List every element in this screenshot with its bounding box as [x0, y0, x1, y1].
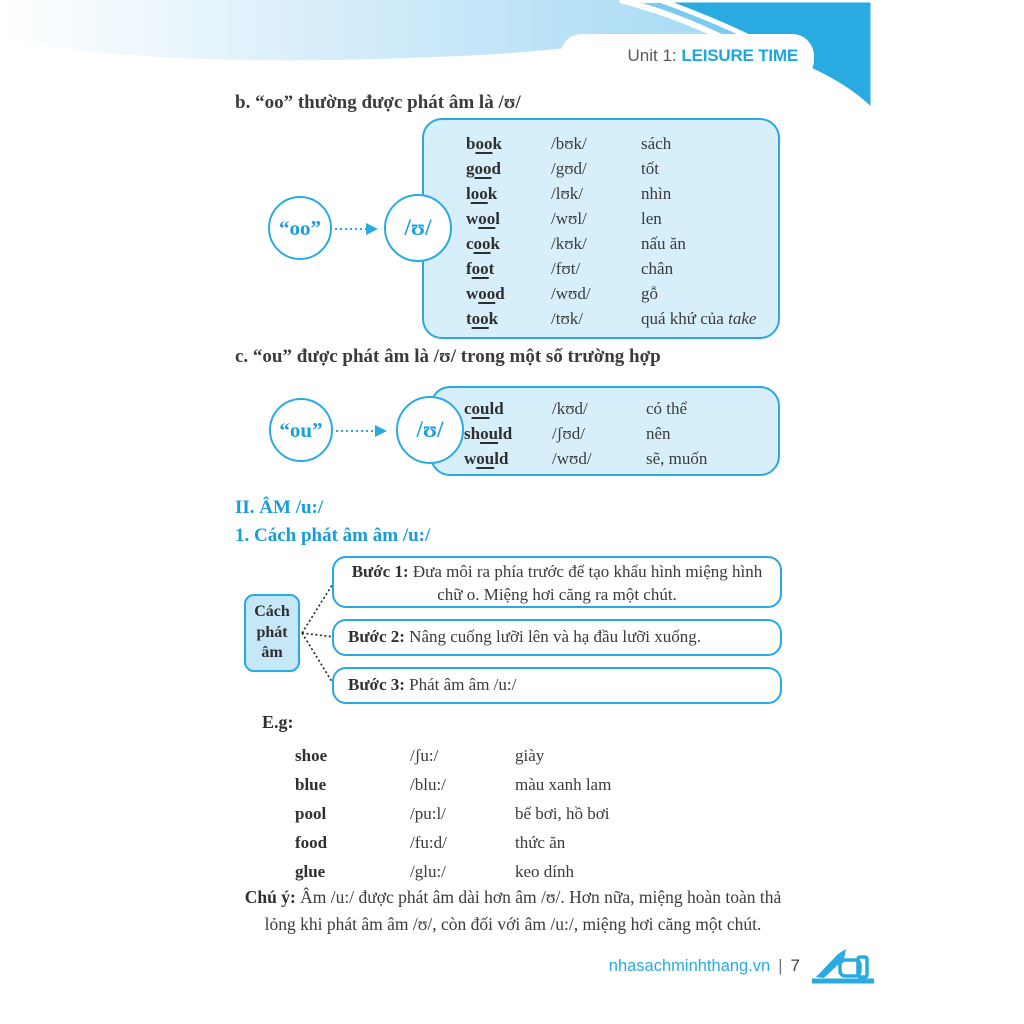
section-2-1-heading: 1. Cách phát âm âm /u:/ — [235, 525, 431, 546]
word: could — [464, 398, 504, 418]
ipa-transcription: /tʊk/ — [551, 308, 583, 328]
word: cook — [466, 233, 501, 253]
word: good — [466, 158, 501, 178]
word-row — [466, 156, 756, 181]
dotted-arrow-icon — [334, 423, 394, 439]
ipa-transcription: /ʃʊd/ — [552, 423, 585, 443]
word-row — [466, 181, 756, 206]
word: would — [464, 448, 509, 468]
vietnamese-meaning: keo dính — [515, 861, 575, 881]
word: glue — [295, 861, 326, 881]
note-label: Chú ý: — [244, 887, 296, 907]
word-row — [464, 446, 707, 471]
vietnamese-meaning: nấu ăn — [641, 233, 686, 253]
unit-title: LEISURE TIME — [681, 46, 798, 65]
word: wool — [466, 208, 501, 228]
step-1-box — [332, 556, 782, 608]
word: blue — [295, 774, 327, 794]
vietnamese-meaning: len — [641, 208, 662, 228]
word-row — [466, 206, 756, 231]
ipa-transcription: /fu:d/ — [410, 832, 447, 852]
grapheme-oo-bubble: “oo” — [268, 196, 332, 260]
ipa-transcription: /wʊd/ — [552, 448, 592, 468]
word-row — [466, 256, 756, 281]
step-2-text: Nâng cuống lưỡi lên và hạ đầu lưỡi xuống. — [404, 627, 701, 646]
ipa-transcription: /gʊd/ — [551, 158, 587, 178]
word: wood — [466, 283, 505, 303]
word: look — [466, 183, 498, 203]
vietnamese-meaning: gỗ — [641, 283, 658, 303]
word: took — [466, 308, 499, 328]
oo-word-list — [466, 131, 756, 331]
ou-word-list — [464, 396, 707, 471]
page-number: 7 — [790, 956, 800, 975]
vietnamese-meaning: sẽ, muốn — [646, 448, 708, 468]
vietnamese-meaning: có thể — [646, 398, 688, 418]
word-row — [295, 828, 611, 857]
ipa-transcription: /ʃu:/ — [410, 745, 439, 765]
word-row — [466, 131, 756, 156]
word-row — [295, 799, 611, 828]
word: book — [466, 133, 502, 153]
dotted-arrow-icon — [333, 221, 385, 237]
footer-separator: | — [778, 956, 783, 975]
vietnamese-meaning: bể bơi, hồ bơi — [515, 803, 610, 823]
writing-hand-icon — [808, 945, 880, 987]
word-row — [464, 421, 707, 446]
word: pool — [295, 803, 327, 823]
vietnamese-meaning: chân — [641, 258, 674, 278]
vietnamese-meaning: thức ăn — [515, 832, 566, 852]
step-1-text: Đưa môi ra phía trước để tạo khẩu hình miệng hình chữ o. Miệng hơi căng ra một chút. — [408, 562, 763, 604]
word: foot — [466, 258, 495, 278]
step-2-box — [332, 619, 782, 656]
footer-website: nhasachminhthang.vn — [608, 956, 771, 975]
word: food — [295, 832, 328, 852]
section-2-heading: II. ÂM /u:/ — [235, 497, 324, 518]
note-text: Âm /u:/ được phát âm dài hơn âm /ʊ/. Hơn nữa, miệng hoàn toàn thả lỏng khi phát âm âm /ʊ/, còn đối với âm /u:/, miệng hơi căng một chút. — [264, 887, 782, 934]
word-row — [464, 396, 707, 421]
ipa-transcription: /wʊd/ — [551, 283, 591, 303]
word-row — [466, 231, 756, 256]
ipa-transcription: /lʊk/ — [551, 183, 583, 203]
word: shoe — [295, 745, 328, 765]
unit-header — [576, 46, 798, 66]
section-b-heading: b. “oo” thường được phát âm là /ʊ/ — [235, 92, 521, 113]
step-1-label: Bước 1: — [351, 562, 409, 581]
word-row — [295, 857, 611, 886]
note — [233, 884, 793, 938]
word-row — [466, 306, 756, 331]
page-footer — [0, 948, 880, 984]
method-box: Cách phát âm — [244, 594, 300, 672]
ipa-transcription: /kʊd/ — [552, 398, 588, 418]
vietnamese-meaning: tốt — [641, 158, 659, 178]
ipa-transcription: /bʊk/ — [551, 133, 587, 153]
step-3-text: Phát âm âm /u:/ — [404, 675, 517, 694]
ipa-transcription: /kʊk/ — [551, 233, 587, 253]
phoneme-u-bubble: /ʊ/ — [396, 396, 464, 464]
vietnamese-meaning: quá khứ của take — [641, 308, 757, 328]
phoneme-u-bubble: /ʊ/ — [384, 194, 452, 262]
step-3-box — [332, 667, 782, 704]
example-label: E.g: — [262, 712, 294, 732]
ipa-transcription: /blu:/ — [410, 774, 446, 794]
ipa-transcription: /pu:l/ — [410, 803, 446, 823]
grapheme-ou-bubble: “ou” — [269, 398, 333, 462]
step-3-label: Bước 3: — [348, 675, 405, 694]
word-row — [295, 770, 611, 799]
ipa-transcription: /wʊl/ — [551, 208, 587, 228]
section-c-heading: c. “ou” được phát âm là /ʊ/ trong một số trường hợp — [235, 346, 661, 367]
word-row — [295, 741, 611, 770]
word: should — [464, 423, 513, 443]
ipa-transcription: /fʊt/ — [551, 258, 581, 278]
vietnamese-meaning: giày — [515, 745, 545, 765]
vietnamese-meaning: nhìn — [641, 183, 672, 203]
example-word-list — [295, 741, 611, 886]
vietnamese-meaning: sách — [641, 133, 672, 153]
vietnamese-meaning: màu xanh lam — [515, 774, 612, 794]
vietnamese-meaning: nên — [646, 423, 671, 443]
ipa-transcription: /glu:/ — [410, 861, 446, 881]
unit-label: Unit 1: — [627, 46, 677, 65]
step-2-label: Bước 2: — [348, 627, 405, 646]
word-row — [466, 281, 756, 306]
